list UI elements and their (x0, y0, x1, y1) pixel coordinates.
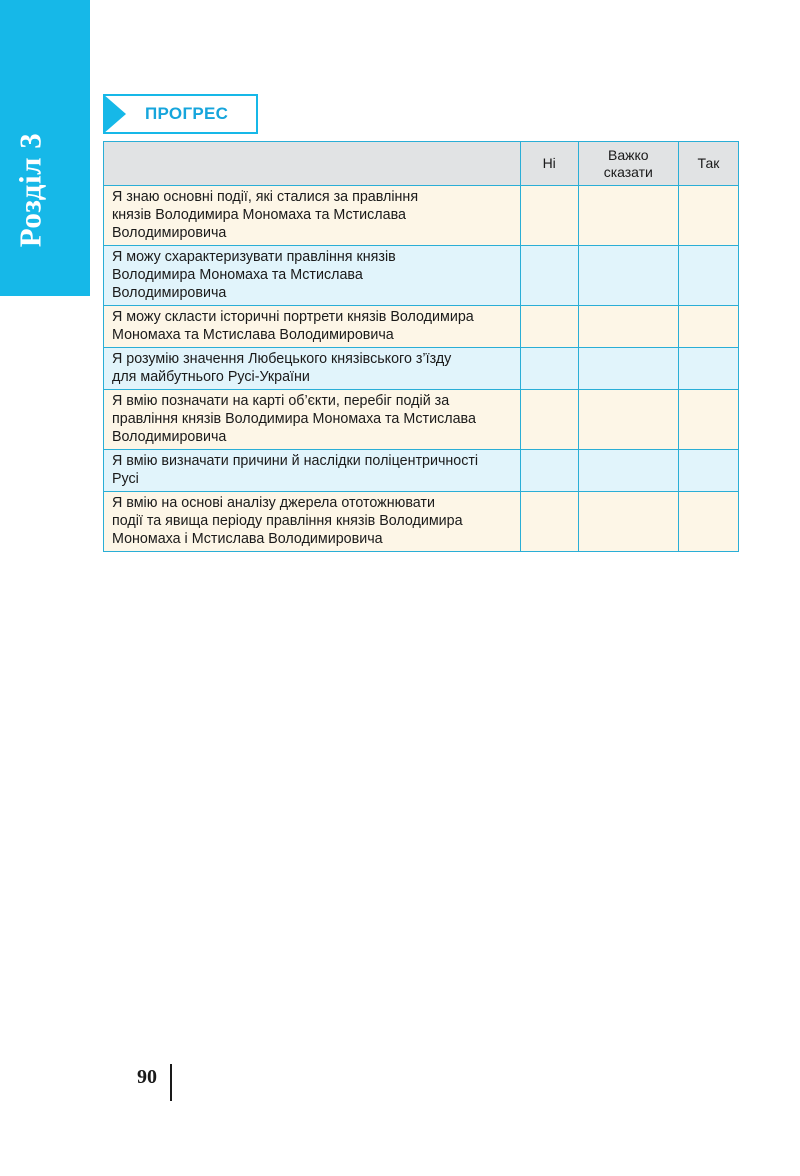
answer-cell-no[interactable] (520, 246, 578, 306)
statement-cell (104, 186, 521, 246)
table-row (104, 348, 739, 390)
header-no: Ні (520, 142, 578, 186)
answer-cell-no[interactable] (520, 306, 578, 348)
statement-line: князів Володимира Мономаха та Мстислава (112, 207, 406, 223)
answer-cell-hard-to-say[interactable] (578, 450, 678, 492)
answer-cell-yes[interactable] (678, 186, 738, 246)
page-number-divider (170, 1064, 172, 1101)
arrow-icon (103, 94, 126, 134)
statement-cell (104, 246, 521, 306)
answer-cell-yes[interactable] (678, 246, 738, 306)
statement-line: Русі (112, 471, 139, 487)
table-row (104, 450, 739, 492)
header-statement (104, 142, 521, 186)
statement-line: Мономаха і Мстислава Володимировича (112, 531, 383, 547)
header-hard-to-say (578, 142, 678, 186)
answer-cell-hard-to-say[interactable] (578, 390, 678, 450)
statement-cell (104, 492, 521, 552)
answer-cell-hard-to-say[interactable] (578, 306, 678, 348)
header-yes: Так (678, 142, 738, 186)
answer-cell-no[interactable] (520, 348, 578, 390)
statement-line: Володимира Мономаха та Мстислава (112, 267, 363, 283)
answer-cell-hard-to-say[interactable] (578, 186, 678, 246)
table-row (104, 246, 739, 306)
progress-table (103, 141, 739, 552)
table-row (104, 306, 739, 348)
progress-title: ПРОГРЕС (145, 104, 229, 123)
statement-line: Володимировича (112, 285, 227, 301)
progress-header (103, 94, 258, 134)
header-hard-line-1: Важко (608, 146, 649, 163)
table-row (104, 390, 739, 450)
answer-cell-yes[interactable] (678, 306, 738, 348)
answer-cell-yes[interactable] (678, 492, 738, 552)
header-hard-line-2: сказати (603, 163, 653, 180)
statement-line: Я можу скласти історичні портрети князів Володимира (112, 309, 474, 325)
statement-line: Я можу схарактеризувати правління князів (112, 249, 396, 265)
section-tab-label-wrap (0, 0, 90, 296)
answer-cell-yes[interactable] (678, 450, 738, 492)
statement-cell (104, 306, 521, 348)
answer-cell-hard-to-say[interactable] (578, 492, 678, 552)
answer-cell-yes[interactable] (678, 390, 738, 450)
table-row (104, 492, 739, 552)
answer-cell-hard-to-say[interactable] (578, 348, 678, 390)
page-number: 90 (137, 1066, 157, 1088)
answer-cell-no[interactable] (520, 390, 578, 450)
section-label: Розділ 3 (12, 132, 47, 248)
statement-line: Я вмію визначати причини й наслідки поліцентричності (112, 453, 479, 469)
statement-line: Я вмію позначати на карті об’єкти, перебіг подій за (112, 393, 450, 409)
statement-line: Мономаха та Мстислава Володимировича (112, 327, 394, 343)
table-row (104, 186, 739, 246)
statement-line: правління князів Володимира Мономаха та Мстислава (112, 411, 476, 427)
answer-cell-hard-to-say[interactable] (578, 246, 678, 306)
statement-line: Я вмію на основі аналізу джерела ототожнювати (112, 495, 435, 511)
statement-line: Володимировича (112, 225, 227, 241)
statement-line: Я розумію значення Любецького князівського з’їзду (112, 351, 452, 367)
statement-cell (104, 348, 521, 390)
statement-cell (104, 390, 521, 450)
statement-line: Володимировича (112, 429, 227, 445)
statement-line: для майбутнього Русі-України (112, 369, 310, 385)
table-header-row (104, 142, 739, 186)
answer-cell-yes[interactable] (678, 348, 738, 390)
answer-cell-no[interactable] (520, 492, 578, 552)
answer-cell-no[interactable] (520, 450, 578, 492)
statement-cell (104, 450, 521, 492)
statement-line: Я знаю основні події, які сталися за правління (112, 189, 419, 205)
statement-line: події та явища періоду правління князів Володимира (112, 513, 463, 529)
answer-cell-no[interactable] (520, 186, 578, 246)
